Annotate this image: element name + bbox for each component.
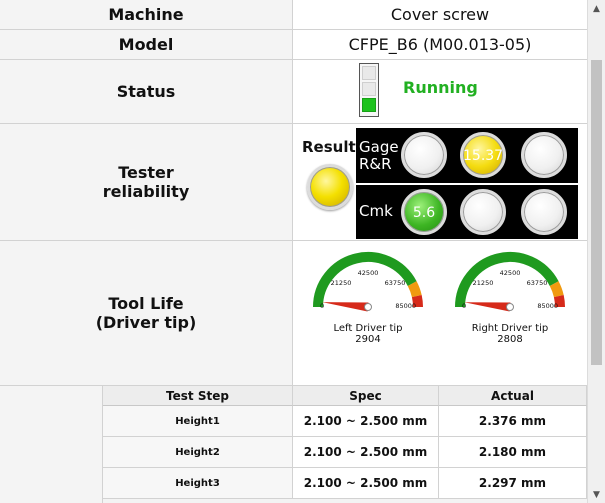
right-driver-gauge	[445, 245, 575, 320]
status-level-icon	[359, 63, 379, 117]
right-gauge-caption	[445, 323, 575, 345]
gauge-tick-label: 85000	[395, 302, 416, 310]
status-label: Status	[0, 60, 293, 124]
gauge-tick-label: 63750	[384, 279, 406, 287]
header-spec: Spec	[293, 386, 439, 406]
vertical-scrollbar[interactable]	[587, 0, 605, 503]
gauge-tick-label: 42500	[499, 269, 521, 277]
cmk-value: 5.6	[412, 205, 436, 221]
cmk-lamp-1-icon	[401, 189, 447, 235]
cmk-lamp-2-icon	[460, 189, 506, 235]
gauge-band-orange	[554, 284, 559, 296]
model-value: CFPE_B6 (M00.013-05)	[293, 30, 587, 60]
gauge-tick-label: 21250	[330, 279, 352, 287]
table-row-3-actual: 2.297 mm	[439, 468, 587, 499]
scrollbar-thumb[interactable]	[591, 60, 602, 365]
scroll-down-icon[interactable]: ▼	[593, 489, 600, 500]
gauge-hub	[507, 304, 514, 311]
gage-lamp-2-icon	[460, 132, 506, 178]
result-lamp-icon	[307, 164, 353, 210]
table-row-1-actual: 2.376 mm	[439, 406, 587, 437]
gage-rr-panel	[356, 128, 578, 183]
gage-rr-label: Gage R&R	[359, 138, 399, 173]
sub-table-spacer	[0, 386, 103, 503]
table-row-2-spec: 2.100 ~ 2.500 mm	[293, 437, 439, 468]
table-row-3-spec: 2.100 ~ 2.500 mm	[293, 468, 439, 499]
gauge-tick-label: 0	[462, 302, 467, 310]
left-gauge-count: 2904	[355, 334, 381, 345]
header-test-step: Test Step	[103, 386, 293, 406]
status-value	[293, 60, 587, 124]
gauge-tick-label: 21250	[472, 279, 494, 287]
table-row-2-actual: 2.180 mm	[439, 437, 587, 468]
gage-lamp-1-icon	[401, 132, 447, 178]
gauge-tick-label: 0	[320, 302, 325, 310]
gauge-hub	[365, 304, 372, 311]
left-driver-gauge	[303, 245, 433, 320]
cmk-panel	[356, 185, 578, 239]
cmk-label: Cmk	[359, 202, 393, 220]
tester-reliability-label: Tester reliability	[0, 124, 293, 241]
gauge-tick-label: 42500	[357, 269, 379, 277]
left-gauge-name: Left Driver tip	[333, 323, 403, 334]
tool-life-label: Tool Life (Driver tip)	[0, 241, 293, 386]
model-label: Model	[0, 30, 293, 60]
gauge-needle	[464, 302, 510, 311]
gauge-tick-label: 85000	[537, 302, 558, 310]
gauge-needle	[322, 302, 368, 311]
scroll-up-icon[interactable]: ▲	[593, 3, 600, 14]
gauge-band-red	[417, 296, 418, 307]
right-gauge-name: Right Driver tip	[471, 323, 549, 334]
tester-reliability-value	[293, 124, 587, 241]
table-row-1-step: Height1	[103, 406, 293, 437]
right-gauge-count: 2808	[497, 334, 523, 345]
left-gauge-caption	[303, 323, 433, 345]
status-text: Running	[403, 78, 478, 97]
tool-life-value	[293, 241, 587, 386]
result-label: Result	[302, 138, 356, 156]
gauge-band-red	[559, 296, 560, 307]
gage-lamp-3-icon	[521, 132, 567, 178]
gauge-tick-label: 63750	[526, 279, 548, 287]
machine-value: Cover screw	[293, 0, 587, 30]
table-row-2-step: Height2	[103, 437, 293, 468]
header-actual: Actual	[439, 386, 587, 406]
gauge-band-orange	[412, 284, 417, 296]
table-row-3-step: Height3	[103, 468, 293, 499]
table-row-1-spec: 2.100 ~ 2.500 mm	[293, 406, 439, 437]
cmk-lamp-3-icon	[521, 189, 567, 235]
machine-label: Machine	[0, 0, 293, 30]
gage-value: 15.37	[463, 148, 504, 164]
